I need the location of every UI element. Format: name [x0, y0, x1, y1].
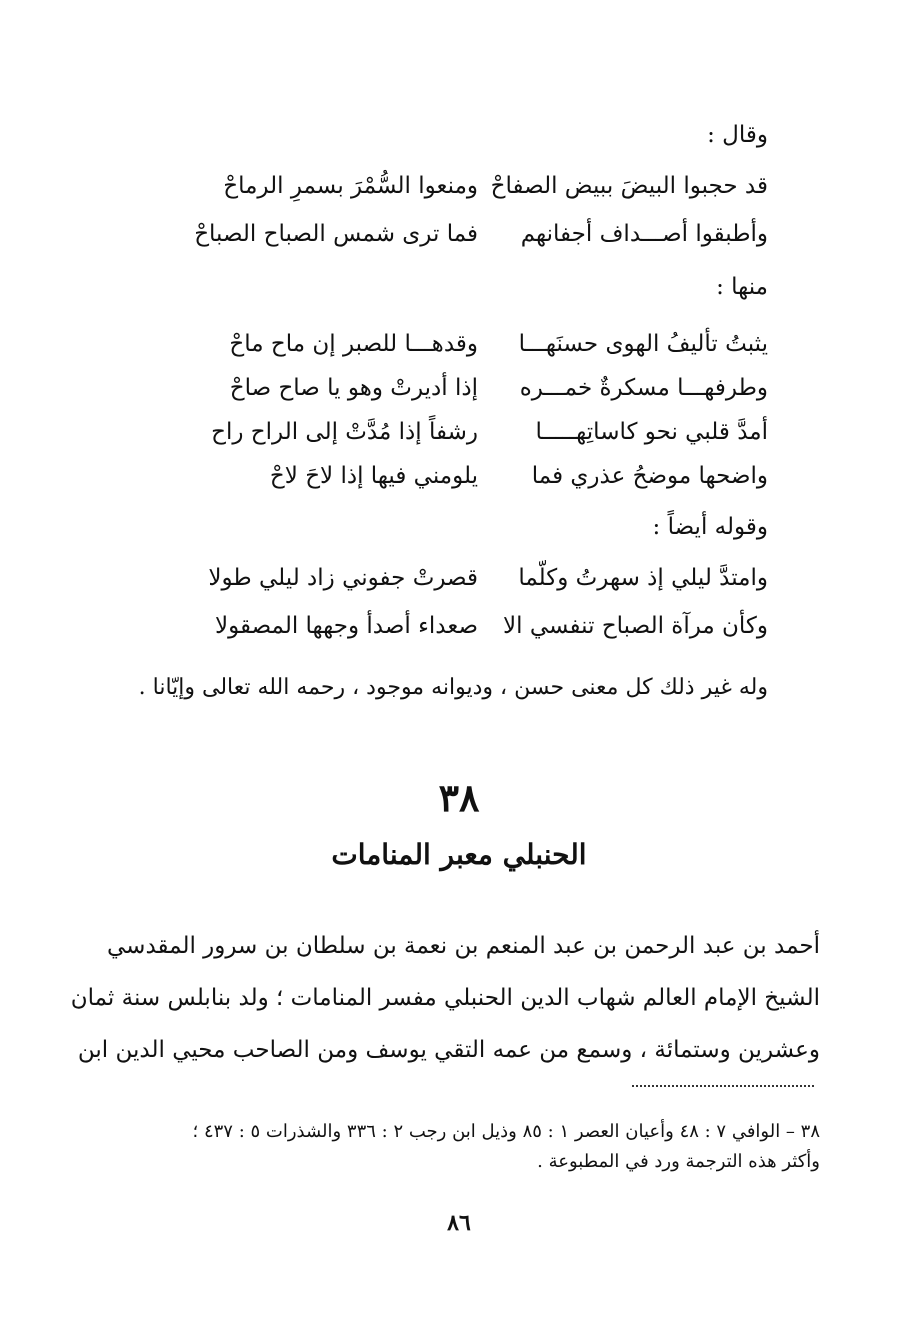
first-hemistich: واضحها موضحُ عذري فما [531, 463, 768, 489]
poem-1-line-2 [148, 212, 768, 256]
verse-intro-1: وقال : [707, 122, 768, 148]
second-hemistich: وقدهـــا للصبر إن ماح ماحْ [229, 331, 478, 357]
first-hemistich: قد حجبوا البيضَ ببيض الصفاحْ [490, 173, 768, 199]
section-title: الحنبلي معبر المنامات [331, 838, 587, 871]
paragraph-line: أحمد بن عبد الرحمن بن عبد المنعم بن نعمة بن سلطان بن سرور المقدسي [107, 933, 820, 959]
second-hemistich: ومنعوا السُّمْرَ بسمرِ الرماحْ [223, 173, 478, 199]
poem-2-line-4 [148, 454, 768, 498]
paragraph-line: وعشرين وستمائة ، وسمع من عمه التقي يوسف ومن الصاحب محيي الدين ابن [77, 1037, 820, 1063]
first-hemistich: وطرفهـــا مسكرةٌ خمـــره [519, 375, 768, 401]
first-hemistich: وامتدَّ ليلي إذ سهرتُ وكلّما [518, 565, 768, 591]
poem-2-line-1 [148, 322, 768, 366]
verse-intro-2: منها : [716, 274, 768, 300]
footnote [100, 1117, 820, 1177]
footnote-line: ٣٨ – الوافي ٧ : ٤٨ وأعيان العصر ١ : ٨٥ وذيل ابن رجب ٢ : ٣٣٦ والشذرات ٥ : ٤٣٧ ؛ [192, 1121, 820, 1142]
footnote-divider [632, 1085, 814, 1087]
poem-2-line-2 [148, 366, 768, 410]
closing-sentence: وله غير ذلك كل معنى حسن ، وديوانه موجود ، رحمه الله تعالى وإيّانا . [138, 675, 768, 700]
verse-intro-3: وقوله أيضاً : [652, 514, 768, 540]
page-number: ٨٦ [447, 1210, 471, 1236]
poem-2-line-3 [148, 410, 768, 454]
poem-3-line-2 [148, 604, 768, 648]
second-hemistich: رشفاً إذا مُدَّتْ إلى الراح راح [211, 419, 478, 445]
footnote-line: وأكثر هذه الترجمة ورد في المطبوعة . [537, 1151, 820, 1172]
poem-1-line-1 [148, 164, 768, 208]
second-hemistich: صعداء أصدأ وجهها المصقولا [214, 613, 478, 639]
first-hemistich: أمدَّ قلبي نحو كاساتِهـــــا [535, 419, 768, 445]
second-hemistich: فما ترى شمس الصباح الصباحْ [194, 221, 478, 247]
poem-3-line-1 [148, 556, 768, 600]
section-number: ٣٨ [438, 775, 480, 820]
first-hemistich: وأطبقوا أصـــداف أجفانهم [520, 221, 768, 247]
biography-paragraph [70, 920, 820, 1076]
first-hemistich: يثبتُ تأليفُ الهوى حسنَهـــا [518, 331, 768, 357]
second-hemistich: قصرتْ جفوني زاد ليلي طولا [208, 565, 478, 591]
first-hemistich: وكأن مرآة الصباح تنفسي الا [503, 613, 768, 639]
second-hemistich: يلومني فيها إذا لاحَ لاحْ [269, 463, 478, 489]
second-hemistich: إذا أديرتْ وهو يا صاح صاحْ [229, 375, 478, 401]
paragraph-line: الشيخ الإمام العالم شهاب الدين الحنبلي مفسر المنامات ؛ ولد بنابلس سنة ثمان [70, 985, 820, 1011]
